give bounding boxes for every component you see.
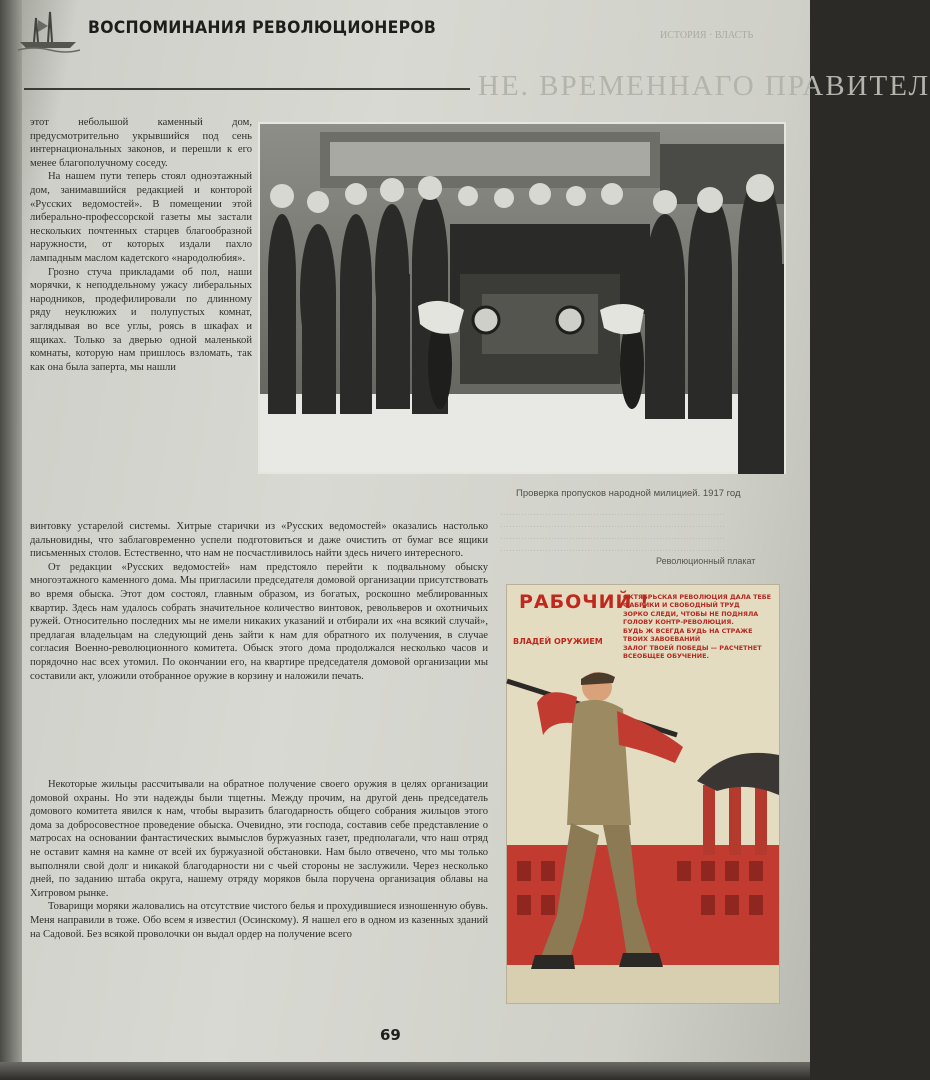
bottom-text-column <box>30 778 488 941</box>
poster-illustration <box>507 585 779 1003</box>
bleed-through-text: ………………………………………………………………… ………………………………………………………………… ………………………………………………………………… ………………………………………………………………… <box>500 507 725 553</box>
revolutionary-poster <box>506 584 780 1004</box>
page-bottom-edge <box>0 1062 810 1080</box>
poster-title: РАБОЧИЙ ! <box>519 591 650 613</box>
section-title: ВОСПОМИНАНИЯ РЕВОЛЮЦИОНЕРОВ <box>88 18 437 38</box>
book-spine <box>0 0 22 1080</box>
paragraph: винтовку устарелой системы. Хитрые старички из «Русских ведомостей» оказались настолько дальновидны, что заблаговременно успели подготовиться и даже очистить от бумаг все ящики письменных столов. Естественно, что нам не посчастливилось найти здесь ничего интересного. <box>30 521 488 560</box>
paragraph: этот небольшой каменный дом, предусмотрительно укрывшийся под сень интернациональных законов, и перешли к его менее благополучному соседу. <box>30 117 252 169</box>
paragraph: Грозно стуча прикладами об пол, наши морячки, к неподдельному ужасу либеральных народников, продефилировали по длинному ряду неуклюжих и полупустых комнат, заглядывая во все углы, роясь в шкафах и ящиках. Только за дверью одной маленькой комнаты, которую нам пришлось взломать, так как она была заперта, мы нашли <box>30 266 252 373</box>
photo-caption: Проверка пропусков народной милицией. 1917 год <box>516 488 741 499</box>
middle-text-column <box>30 520 488 683</box>
poster-label: Революционный плакат <box>656 556 756 566</box>
paragraph: На нашем пути теперь стоял одноэтажный дом, занимавшийся редакцией и конторой «Русских ведомостей». В помещении этой либерально-профессорской газеты мы застали нескольких почтенных старцев благообразной наружности, от которых издали пахло лампадным маслом кадетского «народолюбия». <box>30 171 252 264</box>
poster-slogan: ОКТЯБРЬСКАЯ РЕВОЛЮЦИЯ ДАЛА ТЕБЕ ФАБРИКИ И СВОБОДНЫЙ ТРУД <box>623 593 772 609</box>
bleed-through-text: ИСТОРИЯ · ВЛАСТЬ <box>660 30 754 41</box>
header-divider <box>24 88 470 90</box>
poster-slogan: ЗОРКО СЛЕДИ, ЧТОБЫ НЕ ПОДНЯЛА ГОЛОВУ КОНТР-РЕВОЛЮЦИЯ. <box>623 610 759 626</box>
poster-weapon-caption: ВЛАДЕЙ ОРУЖИЕМ <box>513 637 603 646</box>
paragraph: Некоторые жильцы рассчитывали на обратное получение своего оружия в целях организации домовой охраны. Но эти надежды были тщетны. Между прочим, на другой день председатель домового комитета явился к нам, чтобы выразить благодарность общего собрания жильцов этого дома за добросовестное проведение обыска. Очевидно, эти господа, составив себе представление о матросах на основании фантастических вымыслов буржуазных газет, предполагали, что наш отряд не оставит камня на камне от всей их буржуазной обстановки. Нам было отвечено, что мы только выполняли свой долг и никакой благодарности ни с чьей стороны не заслужили. Через несколько дней, по заданию штаба округа, нашему отряду моряков была поручена организация облавы на Хитровом рынке. <box>30 779 488 899</box>
paragraph: От редакции «Русских ведомостей» нам предстояло перейти к подвальному обыску многоэтажного каменного дома. Мы пригласили председателя домовой организации присутствовать во время обыска. Этот дом состоял, главным образом, из богатых, роскошно меблированных квартир. Здесь нам удалось собрать значительное количество винтовок, револьверов и охотничьих ружей. Относительно последних мы не имели никаких указаний и отбирали их «на всякий случай», предлагая владельцам на следующий день зайти к нам для обратного их получения, в случае согласия Военно-революционного комитета. Обыск этого дома продолжался несколько часов и порядочно нас всех утомил. По окончании его, на квартире председателя домовой организации мы составили акт, уложили отобранное оружие в корзину и наложили печать. <box>30 561 488 682</box>
left-text-column <box>30 116 252 374</box>
poster-slogan: ЗАЛОГ ТВОЕЙ ПОБЕДЫ — РАСЧЕТНЕТ ВСЕОБЩЕЕ ОБУЧЕНИЕ. <box>623 644 762 660</box>
page-number: 69 <box>380 1026 401 1044</box>
historical-photo <box>258 122 786 474</box>
bleed-through-heading: НЕ. ВРЕМЕННАГО ПРАВИТЕЛ <box>478 70 930 102</box>
paragraph: Товарищи моряки жаловались на отсутствие чистого белья и прохудившиеся изношенную обувь. Меня направили в тоже. Обо всем я известил (Осинскому). Я нашел его в одном из казенных зданий на Садовой. Без всякой проволочки он выдал ордер на получение всего <box>30 901 488 940</box>
ship-emblem-icon <box>14 8 84 52</box>
poster-slogan: БУДЬ Ж ВСЕГДА БУДЬ НА СТРАЖЕ ТВОИХ ЗАВОЕВАНИЙ <box>623 627 753 643</box>
